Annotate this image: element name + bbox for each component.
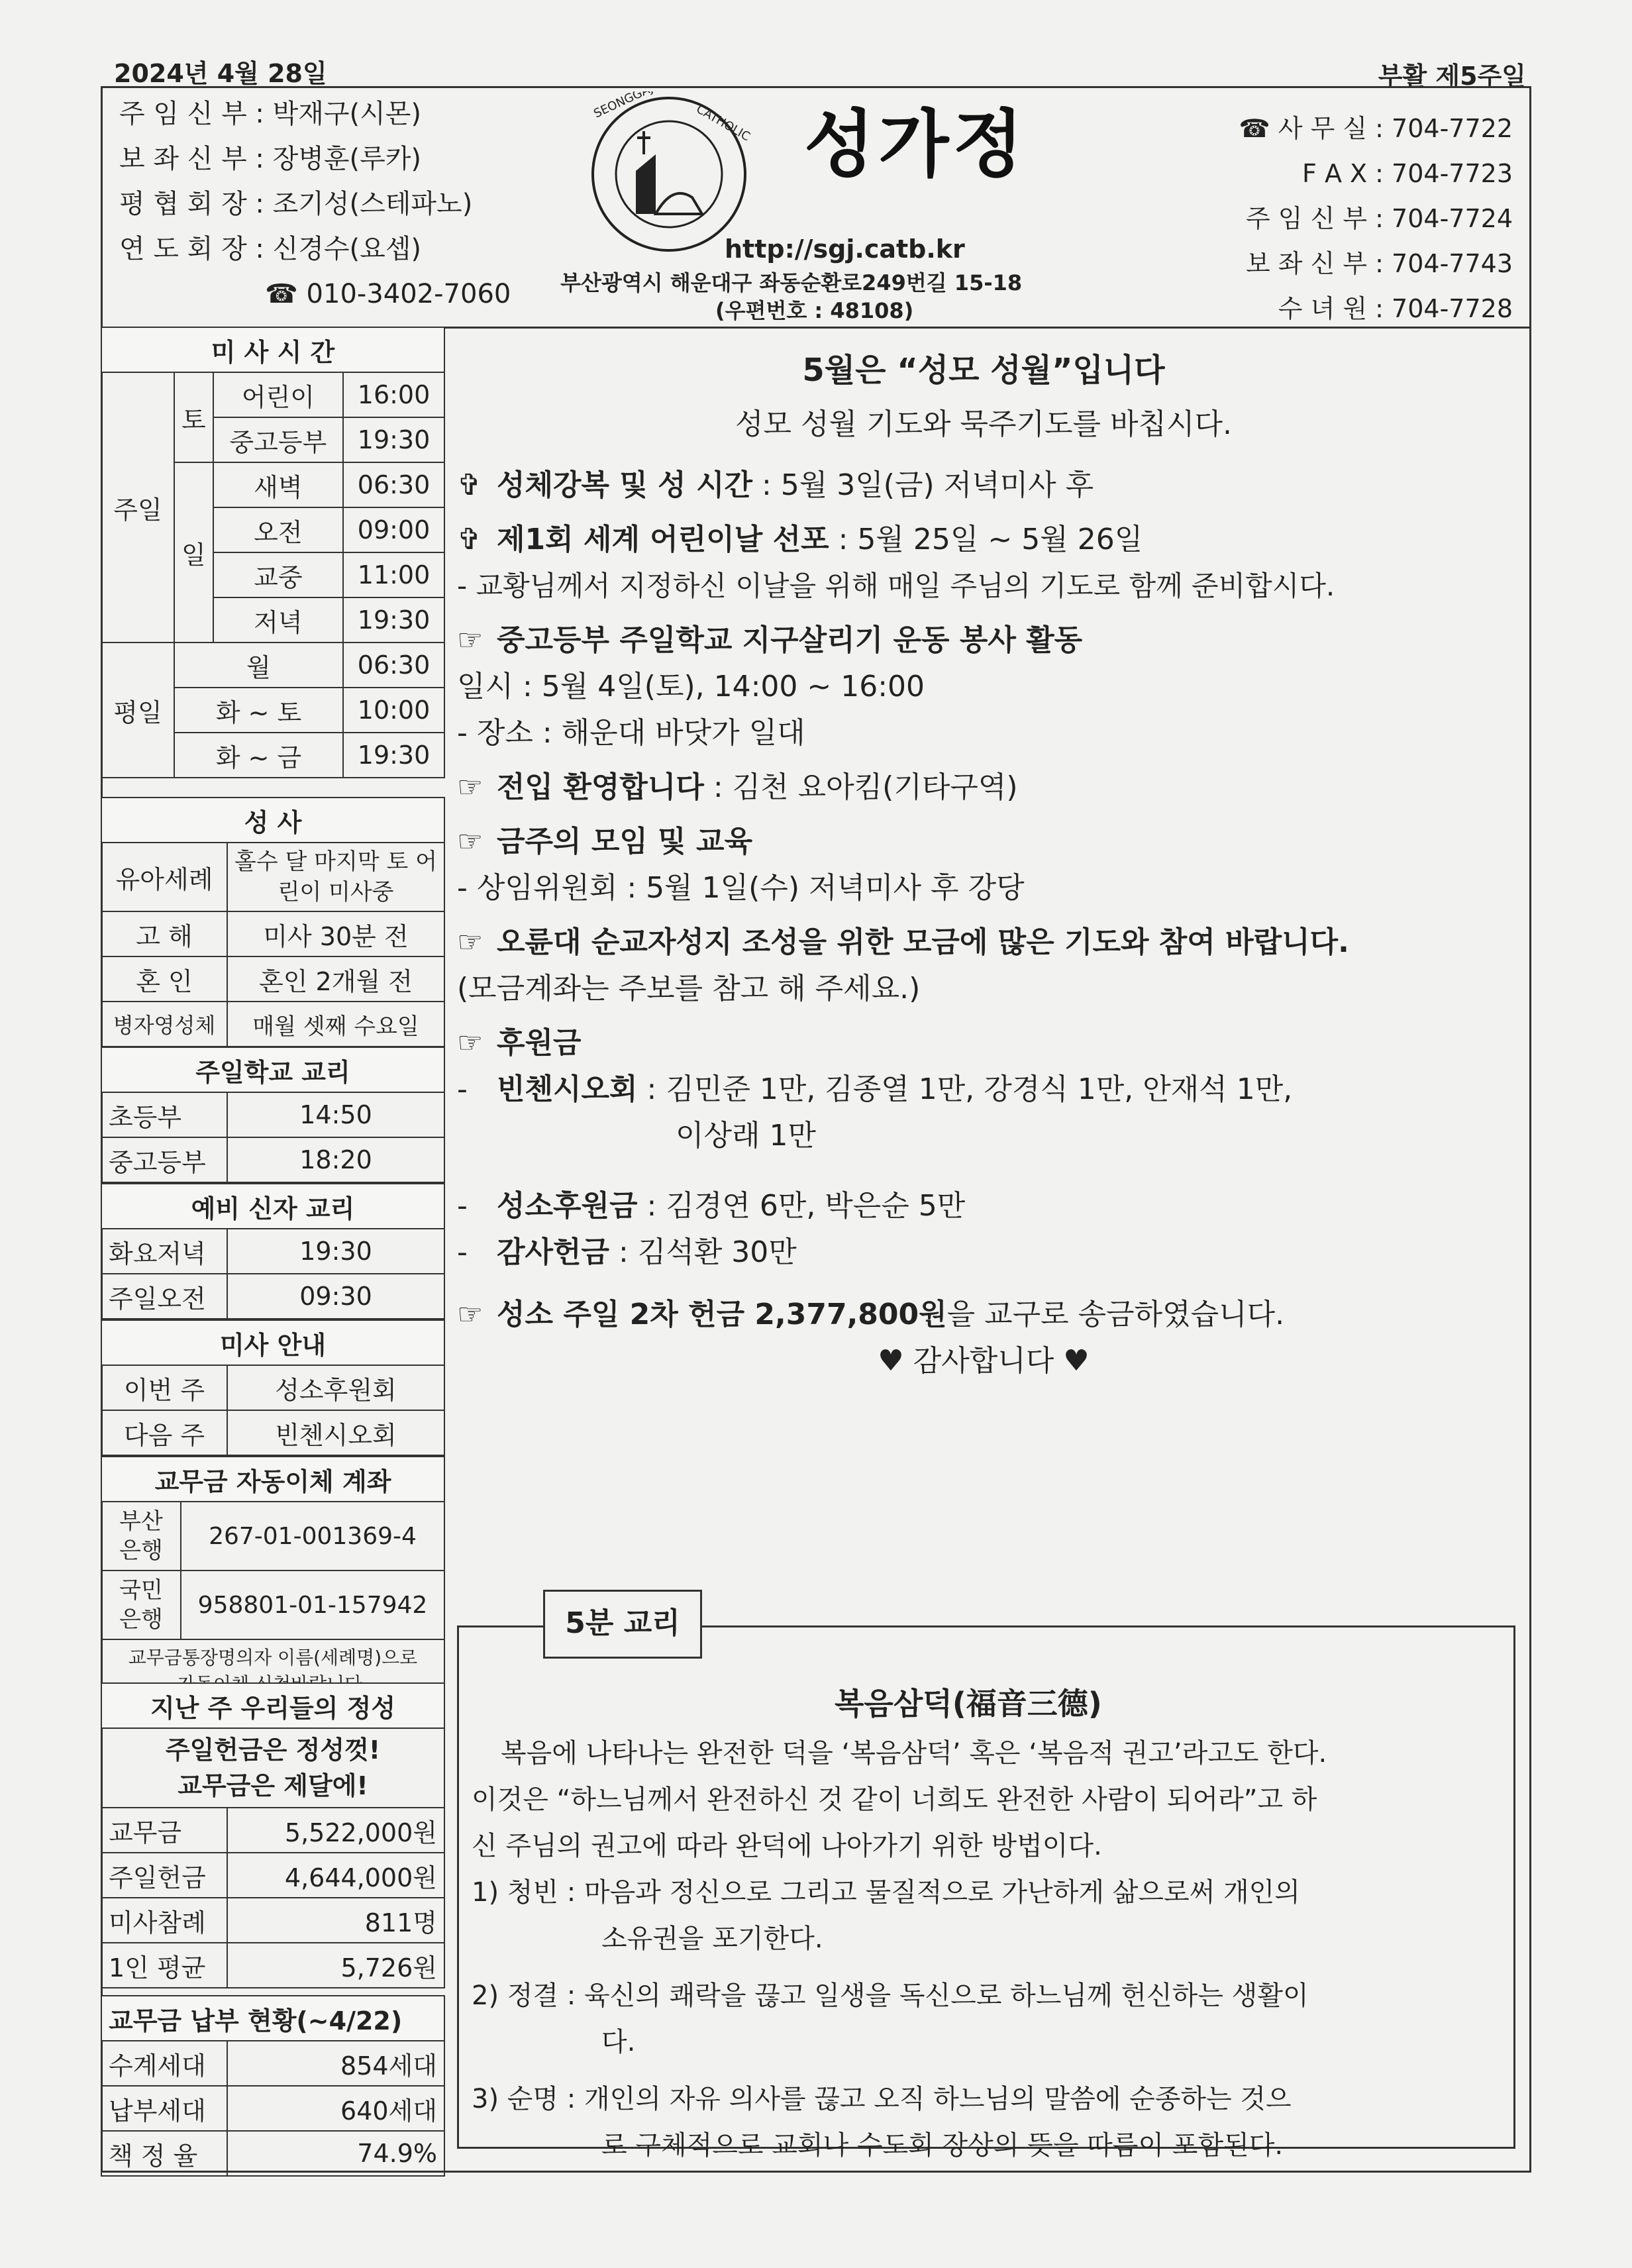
announcement-detail: 일시 : 5월 4일(토), 14:00 ~ 16:00 (457, 670, 925, 703)
mass-time: 19:30 (343, 733, 444, 778)
offering-value: 811명 (227, 1898, 444, 1943)
catechism-line: 소유권을 포기한다. (601, 1924, 823, 1954)
catechism-line: 신 주님의 권고에 따라 완덕에 나아가기 위한 방법이다. (472, 1831, 1102, 1861)
mass-name: 새벽 (213, 462, 343, 507)
transfer-note-1: 교무금통장명의자 이름(세례명)으로 (128, 1647, 418, 1669)
sunday-school-table (101, 1047, 445, 1183)
bank-account: 267-01-001369-4 (181, 1502, 444, 1571)
payment-value: 640세대 (227, 2086, 444, 2131)
payment-name: 수계세대 (101, 2041, 227, 2086)
contact-assistant: 보 좌 신 부 : 704-7743 (1246, 249, 1513, 278)
catechism-line: 로 구체적으로 교회나 수도회 장상의 뜻을 따름이 포함된다. (601, 2130, 1284, 2161)
guide-week: 다음 주 (101, 1410, 227, 1455)
mass-name: 화 ~ 토 (174, 688, 343, 733)
staff-district-president: 연 도 회 장 : 신경수(요셉) (119, 234, 422, 264)
mass-name: 저녁 (213, 597, 343, 643)
offerings-title: 지난 주 우리들의 정성 (101, 1683, 444, 1728)
sunday-day-label: 일 (174, 462, 213, 643)
mass-name: 월 (174, 643, 343, 688)
offering-value: 4,644,000원 (227, 1853, 444, 1898)
church-zip: (우편번호 : 48108) (715, 298, 914, 323)
auto-transfer-table (101, 1456, 445, 1704)
mass-time: 16:00 (343, 372, 444, 417)
staff-list (119, 91, 511, 317)
mass-guide-table (101, 1319, 445, 1456)
offering-value: 5,726원 (227, 1943, 444, 1988)
announcement-item: ☞ 오륜대 순교자성지 조성을 위한 모금에 많은 기도와 참여 바랍니다. (457, 919, 1510, 966)
sacrament-name: 혼 인 (101, 956, 227, 1002)
donation-line-cont: 이상래 1만 (676, 1119, 816, 1153)
mass-name: 교중 (213, 552, 343, 597)
announcement-detail: (모금계좌는 주보를 참고 해 주세요.) (457, 972, 921, 1005)
announcement-detail: - 교황님께서 지정하신 이날을 위해 매일 주님의 기도로 함께 준비합시다. (457, 570, 1335, 602)
catechumen-name: 주일오전 (101, 1274, 227, 1319)
contact-office: ☎ 사 무 실 : 704-7722 (1239, 114, 1513, 143)
catechism-body (472, 1730, 1505, 2169)
pointing-hand-icon: ☞ (457, 1298, 484, 1331)
subline: 성모 성월 기도와 묵주기도를 바칩시다. (735, 407, 1232, 441)
announcements (457, 347, 1510, 1384)
bank-name: 부산 은행 (101, 1502, 181, 1571)
school-name: 중고등부 (101, 1137, 227, 1182)
mass-guide-title: 미사 안내 (101, 1320, 444, 1365)
sacrament-name: 병자영성체 (101, 1002, 227, 1047)
catechism-line: 이것은 “하느님께서 완전하신 것 같이 너희도 완전한 사람이 되어라”고 하 (472, 1784, 1317, 1815)
announcement-item: ☞ 성소 주일 2차 헌금 2,377,800원을 교구로 송금하였습니다. (457, 1292, 1510, 1338)
guide-week: 이번 주 (101, 1365, 227, 1410)
sacraments-title: 성 사 (101, 798, 444, 843)
sacrament-name: 유아세례 (101, 843, 227, 911)
mass-time: 10:00 (343, 688, 444, 733)
bulletin-title: 성가정 (804, 102, 1027, 187)
catechumen-title: 예비 신자 교리 (101, 1184, 444, 1229)
headline: 5월은 “성모 성월”입니다 (802, 352, 1165, 389)
svg-text:SEONGGAJEONG: SEONGGAJEONG (591, 91, 688, 121)
catechism-title: 복음삼덕(福音三德) (835, 1686, 1102, 1722)
mass-times-table (101, 327, 445, 778)
donation-line: - 빈첸시오회 : 김민준 1만, 김종열 1만, 강경식 1만, 안재석 1만, (457, 1072, 1293, 1106)
payment-name: 책 정 율 (101, 2131, 227, 2176)
announcement-detail: - 장소 : 해운대 바닷가 일대 (457, 716, 805, 750)
mass-name: 오전 (213, 507, 343, 552)
announcement-item: ☞ 중고등부 주일학교 지구살리기 운동 봉사 활동 (457, 617, 1510, 664)
staff-assistant: 보 좌 신 부 : 장병훈(루카) (119, 144, 422, 174)
pointing-hand-icon: ☞ (457, 623, 484, 657)
thanks-line: ♥ 감사합니다 ♥ (878, 1344, 1090, 1378)
liturgical-week: 부활 제5주일 (1378, 62, 1526, 91)
announcement-item: ☞ 후원금 (457, 1020, 1510, 1066)
payment-value: 74.9% (227, 2131, 444, 2176)
announcement-detail: - 상임위원회 : 5월 1일(수) 저녁미사 후 강당 (457, 871, 1025, 905)
sacrament-value: 미사 30분 전 (227, 911, 444, 956)
bank-name: 국민 은행 (101, 1571, 181, 1639)
church-logo (556, 91, 782, 257)
mass-times-title: 미 사 시 간 (101, 327, 444, 372)
church-url[interactable]: http://sgj.catb.kr (725, 234, 965, 264)
offerings-slogan-2: 교무금은 제달에! (178, 1771, 368, 1800)
mass-name: 어린이 (213, 372, 343, 417)
catechumen-time: 09:30 (227, 1274, 444, 1319)
church-logo-icon (556, 91, 782, 257)
contact-list (1239, 106, 1513, 331)
catechism-line: 1) 청빈 : 마음과 정신으로 그리고 물질적으로 가난하게 삶으로써 개인의 (472, 1877, 1300, 1908)
payment-status-title: 교무금 납부 현황(~4/22) (101, 1996, 444, 2041)
bank-account: 958801-01-157942 (181, 1571, 444, 1639)
cross-icon: ✞ (457, 468, 482, 502)
announcement-item: ✞ 성체강복 및 성 시간 : 5월 3일(금) 저녁미사 후 (457, 462, 1510, 509)
catechism-line: 3) 순명 : 개인의 자유 의사를 끊고 오직 하느님의 말씀에 순종하는 것으 (472, 2084, 1292, 2114)
mass-time: 09:00 (343, 507, 444, 552)
contact-convent: 수 녀 원 : 704-7728 (1278, 294, 1513, 323)
announcement-item: ☞ 전입 환영합니다 : 김천 요아킴(기타구역) (457, 764, 1510, 811)
sacrament-value: 혼인 2개월 전 (227, 956, 444, 1002)
catechumen-table (101, 1183, 445, 1319)
pointing-hand-icon: ☞ (457, 770, 484, 804)
mass-time: 06:30 (343, 643, 444, 688)
staff-council-president: 평 협 회 장 : 조기성(스테파노) (119, 189, 473, 219)
staff-phone: ☎ 010-3402-7060 (265, 279, 511, 309)
catechism-label: 5분 교리 (543, 1590, 702, 1659)
offering-value: 5,522,000원 (227, 1808, 444, 1853)
payment-status-table (101, 1995, 445, 2177)
school-name: 초등부 (101, 1092, 227, 1137)
school-time: 18:20 (227, 1137, 444, 1182)
cross-icon: ✞ (457, 523, 482, 556)
announcement-item: ☞ 금주의 모임 및 교육 (457, 819, 1510, 865)
pointing-hand-icon: ☞ (457, 1026, 484, 1060)
auto-transfer-title: 교무금 자동이체 계좌 (101, 1457, 444, 1502)
payment-value: 854세대 (227, 2041, 444, 2086)
sacraments-table (101, 797, 445, 1047)
pointing-hand-icon: ☞ (457, 925, 484, 959)
offering-name: 주일헌금 (101, 1853, 227, 1898)
catechism-line: 복음에 나타나는 완전한 덕을 ‘복음삼덕’ 혹은 ‘복음적 권고’라고도 한다. (501, 1738, 1327, 1769)
sunday-school-title: 주일학교 교리 (101, 1047, 444, 1092)
catechumen-name: 화요저녁 (101, 1229, 227, 1274)
bulletin-date: 2024년 4월 28일 (114, 59, 327, 88)
offering-name: 1인 평균 (101, 1943, 227, 1988)
guide-group: 빈첸시오회 (227, 1410, 444, 1455)
contact-fax: F A X : 704-7723 (1302, 159, 1513, 188)
saturday-label: 토 (174, 372, 213, 462)
mass-time: 06:30 (343, 462, 444, 507)
mass-time: 11:00 (343, 552, 444, 597)
offerings-slogan-1: 주일헌금은 정성껏! (165, 1735, 381, 1765)
weekday-label: 평일 (101, 643, 174, 778)
mass-name: 중고등부 (213, 417, 343, 462)
svg-text:CATHOLIC: CATHOLIC (693, 102, 753, 144)
sunday-label: 주일 (101, 372, 174, 643)
staff-pastor: 주 임 신 부 : 박재구(시몬) (119, 99, 422, 129)
payment-name: 납부세대 (101, 2086, 227, 2131)
contact-pastor: 주 임 신 부 : 704-7724 (1246, 204, 1513, 233)
offering-name: 미사참례 (101, 1898, 227, 1943)
sacrament-value: 홀수 달 마지막 토 어린이 미사중 (227, 843, 444, 911)
guide-group: 성소후원회 (227, 1365, 444, 1410)
offerings-table (101, 1682, 445, 1988)
mass-name: 화 ~ 금 (174, 733, 343, 778)
catechumen-time: 19:30 (227, 1229, 444, 1274)
mass-time: 19:30 (343, 597, 444, 643)
catechism-line: 2) 정결 : 육신의 쾌락을 끊고 일생을 독신으로 하느님께 헌신하는 생활이 (472, 1981, 1309, 2011)
offering-name: 교무금 (101, 1808, 227, 1853)
school-time: 14:50 (227, 1092, 444, 1137)
mass-time: 19:30 (343, 417, 444, 462)
donation-line: - 감사헌금 : 김석환 30만 (457, 1235, 797, 1269)
church-address: 부산광역시 해운대구 좌동순환로249번길 15-18 (560, 270, 1023, 295)
sacrament-value: 매월 셋째 수요일 (227, 1002, 444, 1047)
pointing-hand-icon: ☞ (457, 825, 484, 858)
announcement-item: ✞ 제1회 세계 어린이날 선포 : 5월 25일 ~ 5월 26일 (457, 517, 1510, 563)
sacrament-name: 고 해 (101, 911, 227, 956)
catechism-line: 다. (601, 2027, 636, 2057)
donation-line: - 성소후원금 : 김경연 6만, 박은순 5만 (457, 1189, 966, 1223)
